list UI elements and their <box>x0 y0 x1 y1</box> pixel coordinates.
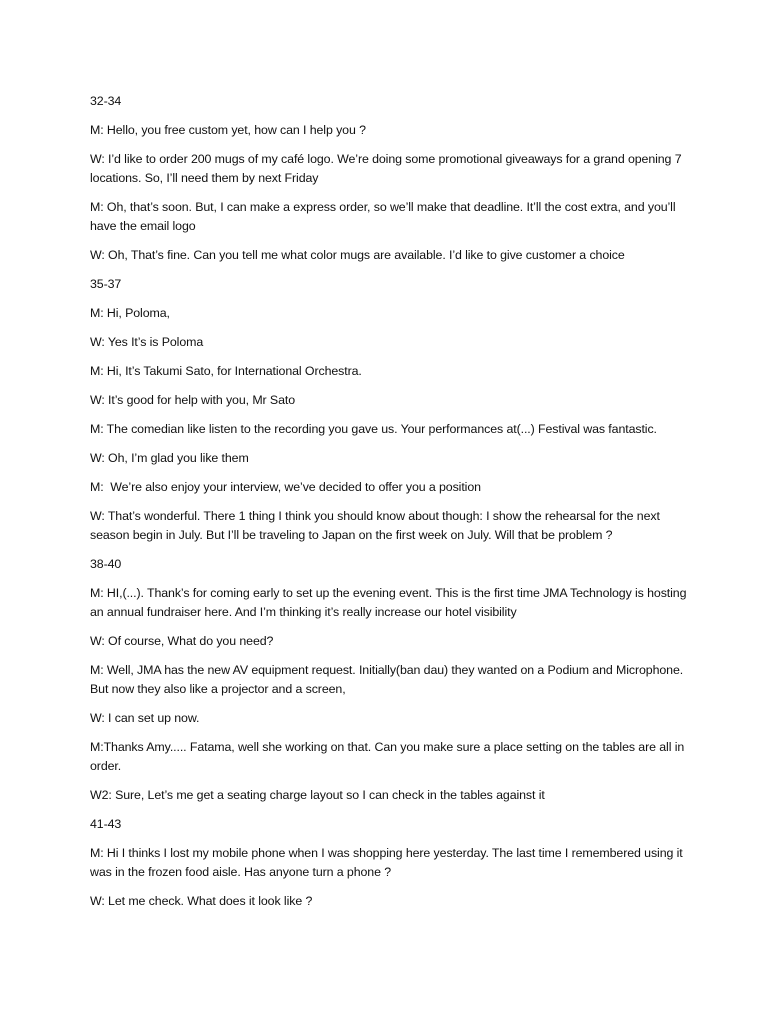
dialogue-line: M: Oh, that’s soon. But, I can make a express order, so we’ll make that deadline. It’ll the cost extra, and you’ll have the email logo <box>90 200 679 233</box>
dialogue-line: W: I’d like to order 200 mugs of my café logo. We’re doing some promotional giveaways for a grand opening 7 locations. So, I’ll need them by next Friday <box>90 152 685 185</box>
dialogue-line: M: HI,(...). Thank’s for coming early to set up the evening event. This is the first time JMA Technology is hosting an annual fundraiser here. And I’m thinking it’s really increase our hotel visibility <box>90 586 690 619</box>
dialogue-line: M: Hi, Poloma, <box>90 306 170 320</box>
dialogue-line: W: I can set up now. <box>90 711 200 725</box>
dialogue-line: M: Well, JMA has the new AV equipment request. Initially(ban dau) they wanted on a Podium and Microphone. But now they also like a projector and a screen, <box>90 663 687 696</box>
dialogue-line: W: Let me check. What does it look like ? <box>90 894 313 908</box>
dialogue-line: M: We’re also enjoy your interview, we’ve decided to offer you a position <box>90 480 481 494</box>
section-heading: 32-34 <box>90 94 122 108</box>
section-heading: 41-43 <box>90 817 122 831</box>
dialogue-line: M: Hi I thinks I lost my mobile phone when I was shopping here yesterday. The last time I remembered using it was in the frozen food aisle. Has anyone turn a phone ? <box>90 846 686 879</box>
dialogue-line: M: Hello, you free custom yet, how can I help you ? <box>90 123 366 137</box>
section-heading: 38-40 <box>90 557 122 571</box>
dialogue-line: M:Thanks Amy..... Fatama, well she working on that. Can you make sure a place setting on the tables are all in order. <box>90 740 688 773</box>
dialogue-line: W: That’s wonderful. There 1 thing I think you should know about though: I show the rehearsal for the next season begin in July. But I’ll be traveling to Japan on the first week on July. Will that be problem ? <box>90 509 664 542</box>
dialogue-line: W2: Sure, Let’s me get a seating charge layout so I can check in the tables against it <box>90 788 545 802</box>
transcript-document <box>90 92 690 921</box>
dialogue-line: W: Yes It’s is Poloma <box>90 335 204 349</box>
dialogue-line: W: Oh, I’m glad you like them <box>90 451 249 465</box>
dialogue-line: W: It’s good for help with you, Mr Sato <box>90 393 296 407</box>
dialogue-line: M: Hi, It’s Takumi Sato, for International Orchestra. <box>90 364 362 378</box>
section-heading: 35-37 <box>90 277 122 291</box>
dialogue-line: W: Oh, That’s fine. Can you tell me what color mugs are available. I’d like to give customer a choice <box>90 248 625 262</box>
dialogue-line: M: The comedian like listen to the recording you gave us. Your performances at(...) Festival was fantastic. <box>90 422 657 436</box>
dialogue-line: W: Of course, What do you need? <box>90 634 274 648</box>
